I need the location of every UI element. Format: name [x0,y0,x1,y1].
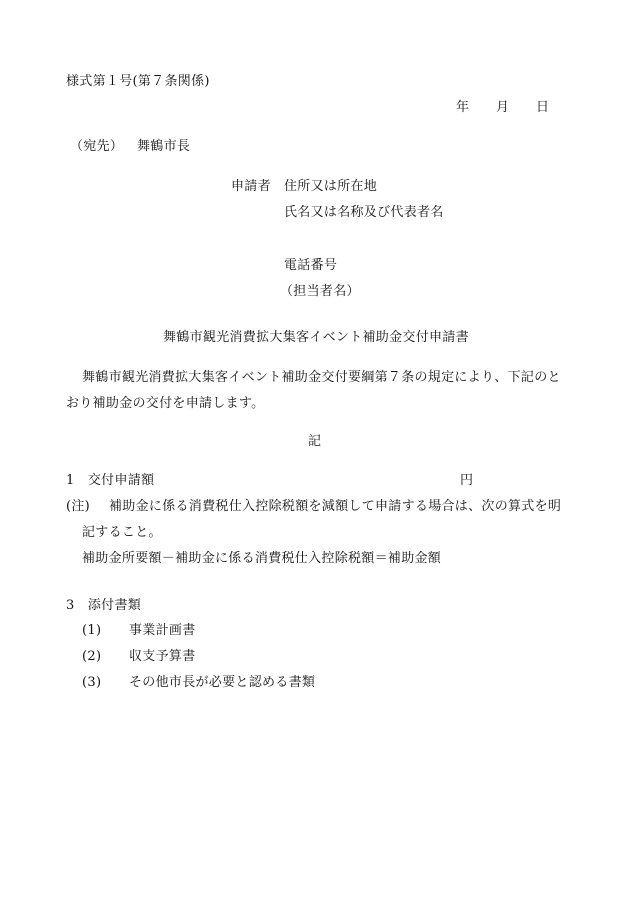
item1-label: 1 交付申請額 [66,473,155,488]
note-formula: 補助金所要額－補助金に係る消費税仕入控除税額＝補助金額 [82,551,442,566]
applicant-address: 住所又は所在地 [284,179,378,194]
note-line-2: 記すること。 [82,525,162,540]
attachment-text-2: 収支予算書 [129,649,196,664]
document-title: 舞鶴市観光消費拡大集客イベント補助金交付申請書 [163,330,469,345]
item1-unit: 円 [460,473,474,488]
body-line-1: 舞鶴市観光消費拡大集客イベント補助金交付要綱第７条の規定により、下記のと [82,370,561,385]
applicant-label: 申請者 [231,179,271,194]
date-day: 日 [536,100,550,115]
form-number: 様式第１号(第７条関係) [66,74,210,89]
attachment-text-1: 事業計画書 [129,623,196,638]
attachment-num-2: (2) [82,649,102,664]
addressee-label: （宛先） [70,139,124,154]
applicant-name: 氏名又は名称及び代表者名 [284,205,444,220]
applicant-phone: 電話番号 [284,258,338,273]
body-line-2: おり補助金の交付を申請します。 [66,396,265,411]
date-month: 月 [496,100,510,115]
attachment-num-1: (1) [82,623,102,638]
note-line-1: 補助金に係る消費税仕入控除税額を減額して申請する場合は、次の算式を明 [109,499,562,514]
date-year: 年 [456,100,470,115]
note-label: (注) [66,499,91,514]
addressee-name: 舞鶴市長 [137,139,191,154]
attachment-text-3: その他市長が必要と認める書類 [129,675,316,690]
item3-label: 3 添付書類 [66,598,142,613]
attachment-num-3: (3) [82,675,102,690]
applicant-contact: （担当者名） [280,284,360,299]
ki-heading: 記 [308,434,322,449]
